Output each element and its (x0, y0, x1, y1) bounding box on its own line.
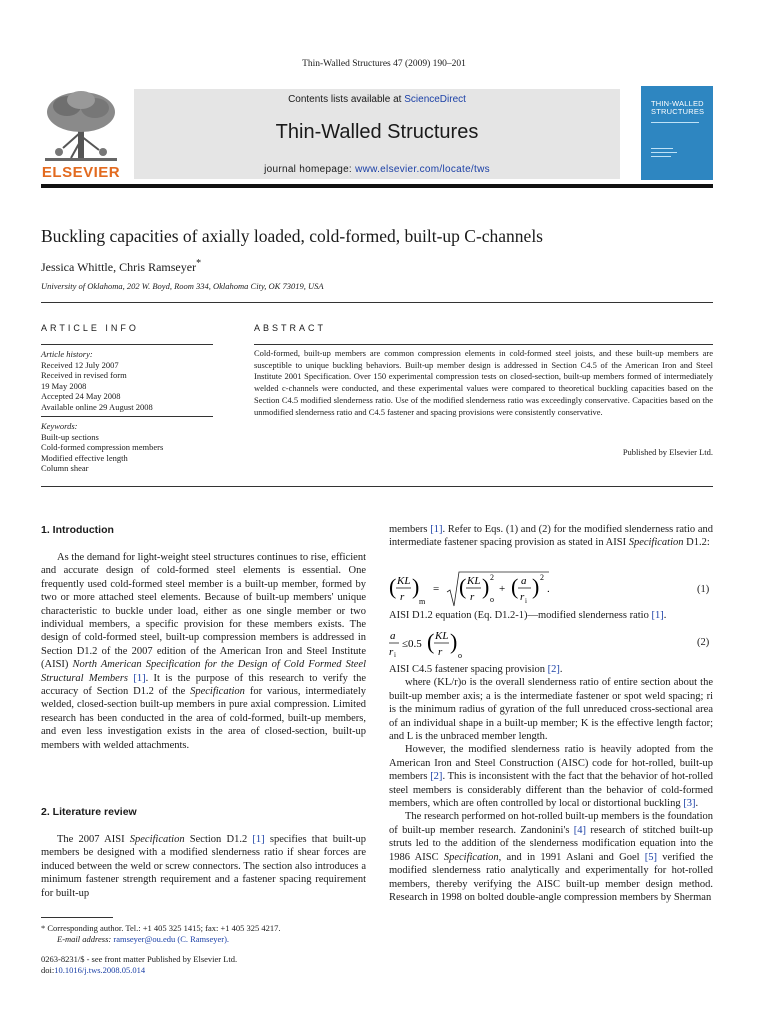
svg-text:m: m (419, 597, 426, 606)
doi-line: doi:10.1016/j.tws.2008.05.014 (41, 965, 146, 975)
svg-text:=: = (433, 583, 440, 595)
svg-text:): ) (412, 574, 420, 599)
article-info-heading: ARTICLE INFO (41, 323, 139, 333)
reference-link[interactable]: [3] (683, 798, 696, 810)
paragraph: However, the modified slenderness ratio is heavily adopted from the American Iron and Steel Construction (AISC) code for hot-rolled, built-up members [2]. This is inconsistent with the fact that the behavior of hot-rolled steel members is considerably different than the behavior of cold-formed members, which are often controlled by local or distortional buckling [3]. (389, 744, 713, 810)
svg-text:.: . (547, 583, 550, 595)
svg-text:i: i (394, 651, 396, 659)
corresponding-author-note: * Corresponding author. Tel.: +1 405 325 1415; fax: +1 405 325 4217. (41, 923, 281, 933)
equation-2-number: (2) (697, 637, 710, 648)
cover-title-line-1: THIN-WALLED (651, 99, 704, 108)
equation-1 (389, 570, 599, 611)
doi-link[interactable]: 10.1016/j.tws.2008.05.014 (54, 965, 146, 975)
svg-text:+: + (499, 583, 506, 595)
equation-1-number: (1) (697, 584, 710, 595)
svg-text:≤0.5: ≤0.5 (402, 638, 422, 650)
journal-homepage: journal homepage: www.elsevier.com/locate/tws (264, 164, 490, 175)
article-title: Buckling capacities of axially loaded, cold-formed, built-up C-channels (41, 226, 543, 246)
svg-text:(: ( (511, 574, 519, 599)
svg-text:(: ( (389, 574, 397, 599)
keywords-block (41, 421, 163, 474)
cover-rule (651, 152, 677, 153)
reference-link[interactable]: [1] (252, 834, 265, 845)
right-column-intro (389, 523, 713, 550)
equation-1-caption: AISI D1.2 equation (Eq. D1.2-1)—modified slenderness ratio [1]. (389, 610, 667, 621)
svg-text:KL: KL (467, 575, 481, 587)
section-heading-literature-review: 2. Literature review (41, 806, 137, 818)
reference-link[interactable]: [2] (547, 664, 560, 675)
cover-rule (651, 148, 673, 149)
elsevier-wordmark: ELSEVIER (41, 164, 121, 181)
paragraph: where (KL/r)o is the overall slenderness ratio of entire section about the built-up member axis; a is the intermediate fastener or spot weld spacing; ri is the minimum radius of gyration of the full unreduced cross-sectional area of an individual shape in a built-up member; K is the effective length factor; and L is the unbraced member length. (389, 677, 713, 743)
literature-review-body (41, 833, 366, 900)
reference-link[interactable]: [1] (430, 524, 443, 535)
paragraph: The 2007 AISI Specification Section D1.2 [1] specifies that built-up members be designed with a modified slenderness ratio if shear forces are induced between the weld or screw connectors. The section also introduces a minimum fastener strength requirement and a fastener spacing requirement for built-up (41, 834, 366, 899)
front-matter (41, 954, 237, 976)
svg-text:(: ( (459, 574, 467, 599)
history-item: Available online 29 August 2008 (41, 401, 153, 412)
article-authors: Jessica Whittle, Chris Ramseyer* (41, 258, 202, 274)
reference-link[interactable]: [5] (644, 851, 658, 863)
history-item: Received in revised form (41, 370, 127, 380)
svg-text:r: r (389, 646, 394, 658)
introduction-body (41, 551, 366, 752)
abstract-text: Cold-formed, built-up members are common compression elements in cold-formed steel joists, and these built-up members are susceptible to unique buckling behaviors. Built-up member design is addressed in Section C4.5 of the American Iron and Steel Institute 2001 Specification. Over 150 experimental compression tests on closed-section, built-up members formed of intermediately welded c-channels were conducted, and these experimental values were compared to theoretical buckling capacities based on the Section C4.5 modified slenderness ratio. Use of the modified slenderness ratio was exceedingly conservative. Capacities based on the unmodified slenderness ratio and C4.5 fastener and spacing provisions were consistently conservative. (254, 348, 713, 417)
title-divider (41, 302, 713, 303)
svg-text:): ) (482, 574, 490, 599)
published-by: Published by Elsevier Ltd. (622, 447, 713, 457)
keyword-item: Built-up sections (41, 431, 99, 442)
email-note: E-mail address: ramseyer@ou.edu (C. Ramseyer). (57, 934, 230, 944)
right-column-body (389, 663, 713, 904)
info-rule-top (41, 344, 213, 345)
sciencedirect-link[interactable]: ScienceDirect (404, 94, 466, 105)
corresponding-author-mark[interactable]: * (196, 258, 202, 269)
reference-link[interactable]: [4] (573, 824, 587, 836)
svg-text:2: 2 (540, 573, 544, 582)
info-rule-mid (41, 416, 213, 417)
paragraph: The research performed on hot-rolled built-up members is the foundation of built-up member research. Zandonini's [4] research of stitched built-up struts led to the addition of the slenderness modification equation into the 1986 AISC Specification, and in 1991 Aslani and Goel [5] verified the modified slenderness ratio analytically and experimentally for hot-rolled members, thereby verifying the AISC built-up member design method. Research in 1998 on bolted double-angle compression members by Sherman (389, 811, 714, 903)
article-history (41, 349, 153, 412)
issn-line: 0263-8231/$ - see front matter Published by Elsevier Ltd. (41, 954, 238, 964)
header-divider (41, 184, 713, 188)
svg-text:r: r (400, 591, 405, 603)
keyword-item: Cold-formed compression members (41, 442, 164, 452)
svg-text:): ) (450, 629, 458, 654)
keyword-item: Modified effective length (41, 452, 128, 463)
footnote-rule (41, 917, 113, 918)
reference-link[interactable]: [1] (651, 610, 664, 621)
cover-title-line-2: STRUCTURES (651, 107, 705, 116)
journal-banner (134, 89, 620, 179)
svg-text:o: o (490, 595, 494, 604)
author-affiliation: University of Oklahoma, 202 W. Boyd, Room 334, Oklahoma City, OK 73019, USA (41, 281, 324, 291)
section-heading-introduction: 1. Introduction (41, 524, 114, 536)
svg-text:2: 2 (490, 573, 494, 582)
svg-text:a: a (390, 630, 396, 642)
paragraph: As the demand for light-weight steel structures continues to rise, efficient and accurate design of cold-formed steel elements is essential. One frequently used cold-formed steel member is a built-up member, formed by two or more attached steel elements. Because of built-up members' unique characteristic to buckle under load, either as one single member or two individual members, a specific provision for these members exists. The design of cold-formed steel, built-up compression members is addressed in Section D1.2 of the 2007 edition of the American Iron and Steel Institute (AISI) North American Specification for the Design of Cold Formed Steel Structural Members [1]. It is the purpose of this research to verify the accuracy of Section D1.2 of the Specification for various, intermediately welded, closed-section built-up members in pure axial compression. Limited research has been conducted in the area of cold-formed, built-up members, and even less investigation exists in the area of closed-section, built-up members with welded attachments. (41, 552, 366, 751)
paragraph: members [1]. Refer to Eqs. (1) and (2) for the modified slenderness ratio and intermediate fastener spacing provision as stated in AISI Specification D1.2: (389, 524, 713, 549)
history-item: Received 12 July 2007 (41, 359, 119, 370)
email-link[interactable]: ramseyer@ou.edu (C. Ramseyer). (113, 934, 230, 944)
svg-text:): ) (532, 574, 540, 599)
abstract-heading: ABSTRACT (254, 323, 327, 333)
journal-title: Thin-Walled Structures (275, 121, 479, 143)
svg-text:KL: KL (397, 575, 411, 587)
reference-link[interactable]: [2] (430, 771, 443, 783)
svg-text:i: i (525, 597, 527, 605)
equation-2 (389, 626, 479, 663)
abstract-divider (41, 486, 713, 487)
svg-text:r: r (470, 591, 475, 603)
svg-text:KL: KL (435, 630, 449, 642)
history-label: Article history: (41, 349, 93, 359)
journal-citation: Thin-Walled Structures 47 (2009) 190–201 (302, 59, 466, 69)
svg-text:(: ( (427, 629, 435, 654)
svg-text:a: a (521, 575, 527, 587)
equation-2-caption: AISI C4.5 fastener spacing provision [2]. (389, 664, 563, 675)
journal-cover-icon (641, 86, 713, 180)
cover-rule (651, 156, 671, 157)
keywords-label: Keywords: (41, 421, 78, 431)
history-item: 19 May 2008 (41, 380, 87, 391)
history-item: Accepted 24 May 2008 (41, 391, 121, 401)
abstract-rule-top (254, 344, 713, 345)
svg-text:r: r (520, 591, 525, 603)
contents-line: Contents lists available at ScienceDirect (288, 94, 466, 105)
svg-text:r: r (438, 646, 443, 658)
cover-rule (651, 122, 699, 123)
reference-link[interactable]: [1] (133, 672, 146, 684)
homepage-link[interactable]: www.elsevier.com/locate/tws (355, 164, 490, 175)
keyword-item: Column shear (41, 463, 89, 473)
svg-text:o: o (458, 651, 462, 660)
